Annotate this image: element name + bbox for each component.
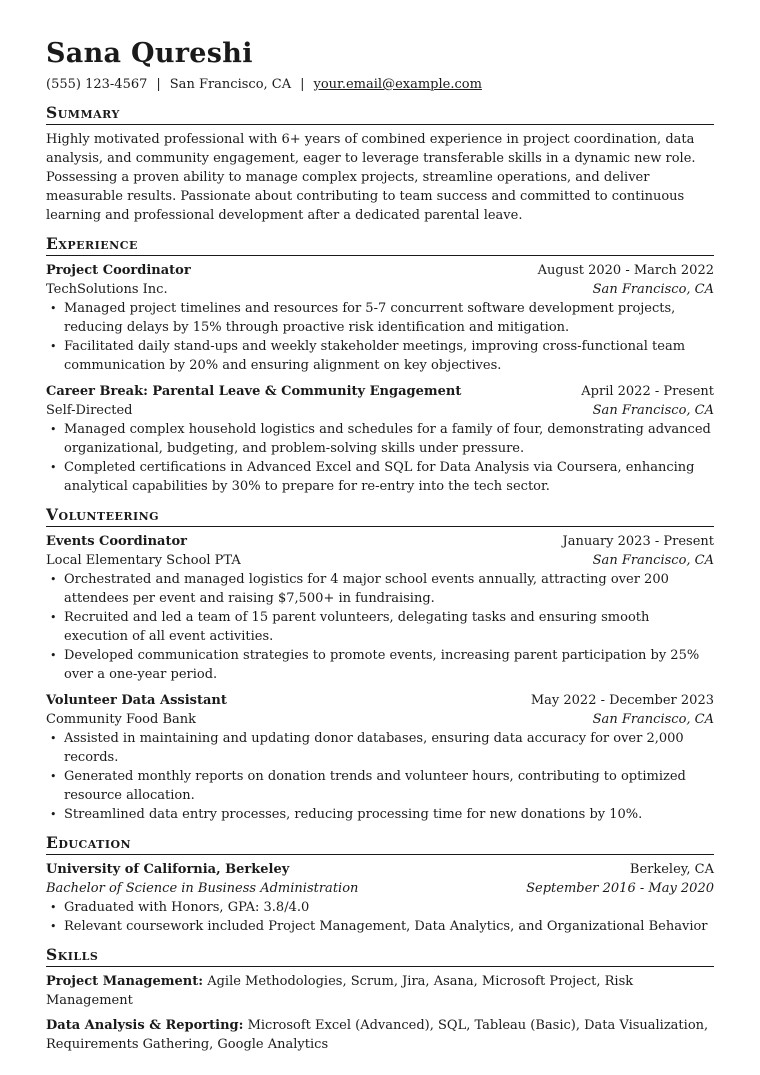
skill-label: Project Management: bbox=[46, 974, 204, 989]
skill-value: Microsoft Excel (Advanced), SQL, Tableau (Basic), Data Visualization, Requirements Gathering, Google Analytics bbox=[46, 1018, 709, 1052]
bullet-item bbox=[46, 337, 714, 375]
entry-bullets bbox=[46, 420, 714, 496]
skill-line bbox=[46, 972, 714, 1010]
volunteering-entry bbox=[46, 691, 714, 824]
contact-line bbox=[46, 76, 714, 94]
entry-dates: August 2020 - March 2022 bbox=[537, 263, 714, 278]
entry-role: Events Coordinator bbox=[46, 534, 188, 549]
entry-role: Career Break: Parental Leave & Community Engagement bbox=[46, 384, 462, 399]
skill-label: Data Analysis & Reporting: bbox=[46, 1018, 244, 1033]
section-title-volunteering: Volunteering bbox=[46, 505, 714, 527]
bullet-text: Managed complex household logistics and schedules for a family of four, demonstrating advanced organizational, budgeting, and problem-solving skills under pressure. bbox=[64, 422, 711, 456]
bullet-icon: • bbox=[50, 920, 57, 933]
bullet-icon: • bbox=[50, 770, 57, 783]
bullet-item bbox=[46, 420, 714, 458]
degree-name: Bachelor of Science in Business Administration bbox=[46, 881, 359, 896]
bullet-item bbox=[46, 458, 714, 496]
bullet-icon: • bbox=[50, 573, 57, 586]
education-section bbox=[46, 833, 714, 936]
school-name: University of California, Berkeley bbox=[46, 862, 290, 877]
experience-section bbox=[46, 234, 714, 496]
contact-separator: | bbox=[300, 77, 305, 92]
entry-location: San Francisco, CA bbox=[592, 403, 714, 418]
bullet-icon: • bbox=[50, 649, 57, 662]
bullet-icon: • bbox=[50, 808, 57, 821]
bullet-item bbox=[46, 767, 714, 805]
bullet-icon: • bbox=[50, 732, 57, 745]
entry-organization: TechSolutions Inc. bbox=[46, 282, 168, 297]
entry-dates: May 2022 - December 2023 bbox=[530, 693, 714, 708]
bullet-item bbox=[46, 729, 714, 767]
summary-text: Highly motivated professional with 6+ years of combined experience in project coordination, data analysis, and community engagement, eager to leverage transferable skills in a dynamic new role. Possessing a proven ability to manage complex projects, streamline operations, and deliver measurable results. Passionate about contributing to team success and committed to continuous learning and professional development after a dedicated parental leave. bbox=[46, 132, 696, 223]
entry-location: San Francisco, CA bbox=[592, 712, 714, 727]
bullet-text: Managed project timelines and resources for 5-7 concurrent software development projects, reducing delays by 15% through proactive risk identification and mitigation. bbox=[64, 301, 676, 335]
bullet-item bbox=[46, 898, 714, 917]
education-dates: September 2016 - May 2020 bbox=[526, 881, 714, 896]
skill-value: Agile Methodologies, Scrum, Jira, Asana, Microsoft Project, Risk Management bbox=[46, 974, 634, 1008]
entry-bullets bbox=[46, 299, 714, 375]
bullet-item bbox=[46, 805, 714, 824]
school-location: Berkeley, CA bbox=[629, 862, 714, 877]
experience-entry bbox=[46, 261, 714, 375]
entry-organization: Community Food Bank bbox=[46, 712, 197, 727]
bullet-item bbox=[46, 917, 714, 936]
bullet-text: Relevant coursework included Project Management, Data Analytics, and Organizational Behavior bbox=[64, 919, 708, 934]
bullet-item bbox=[46, 646, 714, 684]
resume-page bbox=[46, 38, 714, 1054]
bullet-icon: • bbox=[50, 611, 57, 624]
section-title-education: Education bbox=[46, 833, 714, 855]
bullet-text: Streamlined data entry processes, reducing processing time for new donations by 10%. bbox=[64, 807, 643, 822]
entry-bullets bbox=[46, 570, 714, 684]
bullet-text: Recruited and led a team of 15 parent volunteers, delegating tasks and ensuring smooth execution of all event activities. bbox=[64, 610, 650, 644]
bullet-text: Graduated with Honors, GPA: 3.8/4.0 bbox=[64, 900, 310, 915]
entry-role: Project Coordinator bbox=[46, 263, 191, 278]
bullet-text: Orchestrated and managed logistics for 4 major school events annually, attracting over 200 attendees per event and raising $7,500+ in fundraising. bbox=[64, 572, 669, 606]
contact-location: San Francisco, CA bbox=[169, 77, 292, 92]
skills-section bbox=[46, 945, 714, 1054]
bullet-icon: • bbox=[50, 461, 57, 474]
volunteering-entry bbox=[46, 532, 714, 684]
candidate-name: Sana Qureshi bbox=[46, 38, 253, 69]
email-link[interactable]: your.email@example.com bbox=[313, 77, 482, 92]
bullet-item bbox=[46, 299, 714, 337]
entry-location: San Francisco, CA bbox=[592, 282, 714, 297]
phone-number: (555) 123-4567 bbox=[46, 77, 148, 92]
bullet-text: Developed communication strategies to promote events, increasing parent participation by 25% over a one-year period. bbox=[64, 648, 700, 682]
summary-section bbox=[46, 103, 714, 225]
entry-location: San Francisco, CA bbox=[592, 553, 714, 568]
entry-role: Volunteer Data Assistant bbox=[46, 693, 227, 708]
section-title-experience: Experience bbox=[46, 234, 714, 256]
skill-line bbox=[46, 1016, 714, 1054]
entry-organization: Self-Directed bbox=[46, 403, 133, 418]
bullet-text: Facilitated daily stand-ups and weekly stakeholder meetings, improving cross-functional team communication by 20% and ensuring alignment on key objectives. bbox=[64, 339, 686, 373]
bullet-icon: • bbox=[50, 901, 57, 914]
entry-dates: January 2023 - Present bbox=[562, 534, 714, 549]
entry-dates: April 2022 - Present bbox=[581, 384, 714, 399]
volunteering-section bbox=[46, 505, 714, 824]
bullet-item bbox=[46, 608, 714, 646]
entry-bullets bbox=[46, 729, 714, 824]
entry-organization: Local Elementary School PTA bbox=[46, 553, 241, 568]
bullet-text: Completed certifications in Advanced Excel and SQL for Data Analysis via Coursera, enhancing analytical capabilities by 30% to prepare for re-entry into the tech sector. bbox=[64, 460, 695, 494]
education-entry bbox=[46, 860, 714, 936]
section-title-summary: Summary bbox=[46, 103, 714, 125]
bullet-icon: • bbox=[50, 302, 57, 315]
education-bullets bbox=[46, 898, 714, 936]
bullet-item bbox=[46, 570, 714, 608]
contact-separator: | bbox=[156, 77, 161, 92]
bullet-icon: • bbox=[50, 340, 57, 353]
experience-entry bbox=[46, 382, 714, 496]
bullet-icon: • bbox=[50, 423, 57, 436]
bullet-text: Generated monthly reports on donation trends and volunteer hours, contributing to optimized resource allocation. bbox=[64, 769, 686, 803]
bullet-text: Assisted in maintaining and updating donor databases, ensuring data accuracy for over 2,000 records. bbox=[64, 731, 684, 765]
section-title-skills: Skills bbox=[46, 945, 714, 967]
